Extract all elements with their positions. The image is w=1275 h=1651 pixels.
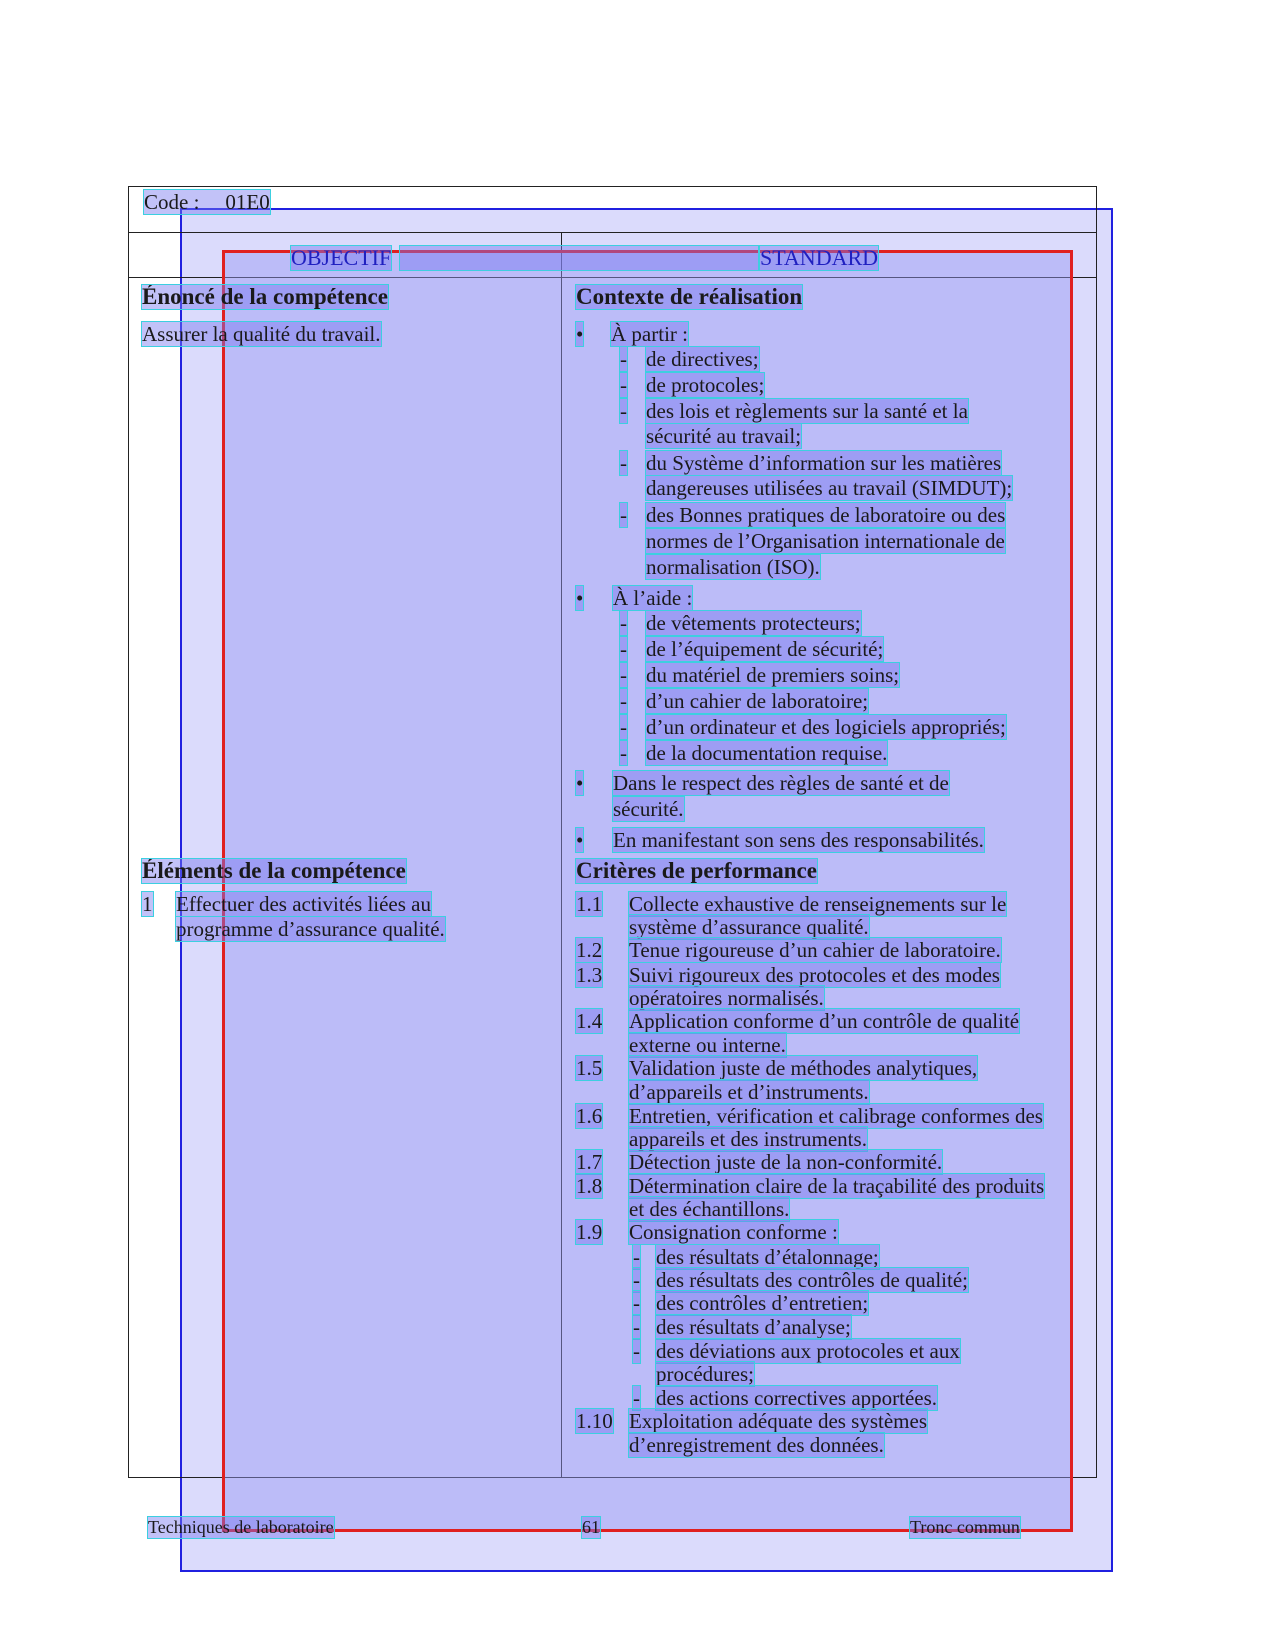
- crit-line: Application conforme d’un contrôle de qualité: [629, 1009, 1020, 1033]
- crit-line-cont: d’appareils et d’instruments.: [629, 1080, 869, 1104]
- dash: -: [620, 347, 627, 371]
- dash: -: [633, 1386, 640, 1410]
- ctx-item: d’un ordinateur et des logiciels appropriés;: [646, 715, 1006, 739]
- ctx-item: du Système d’information sur les matières: [646, 451, 1002, 475]
- enonce-title: Énoncé de la compétence: [142, 284, 388, 309]
- criteres-title: Critères de performance: [576, 858, 817, 883]
- element-num: 1: [142, 892, 153, 916]
- footer-right: Tronc commun: [910, 1517, 1020, 1537]
- dash: -: [620, 451, 627, 475]
- consig-item: des résultats d’analyse;: [656, 1315, 851, 1339]
- crit-line: Entretien, vérification et calibrage conformes des: [629, 1104, 1043, 1128]
- ctx-item: de l’équipement de sécurité;: [646, 637, 884, 661]
- bullet-responsabilites: •: [576, 828, 584, 852]
- crit-num: 1.10: [576, 1409, 613, 1433]
- crit-line-cont: externe ou interne.: [629, 1033, 786, 1057]
- crit-num: 1.7: [576, 1150, 603, 1174]
- divider-header-top: [128, 232, 1097, 233]
- crit-line-cont: système d’assurance qualité.: [629, 915, 869, 939]
- extra-respect: Dans le respect des règles de santé et de: [613, 771, 949, 795]
- crit-num: 1.5: [576, 1056, 603, 1080]
- bullet-a-partir: •: [576, 322, 584, 346]
- dash: -: [620, 399, 627, 423]
- ctx-item: de vêtements protecteurs;: [646, 611, 861, 635]
- ctx-item: du matériel de premiers soins;: [646, 663, 900, 687]
- code-label: Code : 01E0: [144, 190, 270, 214]
- crit-num: 1.9: [576, 1220, 603, 1244]
- bullet-a-laide: •: [576, 586, 584, 610]
- consig-item: des résultats des contrôles de qualité;: [656, 1268, 968, 1292]
- crit-line: Suivi rigoureux des protocoles et des modes: [629, 963, 1000, 987]
- contexte-title: Contexte de réalisation: [576, 284, 803, 309]
- code-value: 01E0: [225, 190, 270, 214]
- dash: -: [620, 503, 627, 527]
- dash: -: [633, 1268, 640, 1292]
- element-line-2: programme d’assurance qualité.: [176, 917, 445, 941]
- crit-num: 1.1: [576, 892, 603, 916]
- ctx-item-cont: dangereuses utilisées au travail (SIMDUT);: [646, 476, 1013, 500]
- dash: -: [633, 1315, 640, 1339]
- lead-a-laide: À l’aide :: [613, 586, 693, 610]
- crit-line-cont: opératoires normalisés.: [629, 986, 824, 1010]
- ctx-item-cont: normalisation (ISO).: [646, 555, 820, 579]
- dash: -: [633, 1291, 640, 1315]
- consig-item: des résultats d’étalonnage;: [656, 1245, 879, 1269]
- crit-line: Validation juste de méthodes analytiques,: [629, 1056, 978, 1080]
- footer-left: Techniques de laboratoire: [148, 1517, 334, 1537]
- dash: -: [620, 715, 627, 739]
- header-standard: STANDARD: [760, 245, 879, 270]
- crit-line-cont: d’enregistrement des données.: [629, 1433, 884, 1457]
- dash: -: [633, 1245, 640, 1269]
- crit-line-cont: appareils et des instruments.: [629, 1127, 867, 1151]
- dash: -: [620, 663, 627, 687]
- ctx-item-cont: sécurité au travail;: [646, 424, 802, 448]
- dash: -: [633, 1339, 640, 1363]
- consig-item: des déviations aux protocoles et aux: [656, 1339, 960, 1363]
- dash: -: [620, 611, 627, 635]
- header-band: [400, 246, 758, 270]
- crit-num: 1.8: [576, 1174, 603, 1198]
- crit-num: 1.4: [576, 1009, 603, 1033]
- extra-respect-cont: sécurité.: [613, 797, 684, 821]
- ctx-item: d’un cahier de laboratoire;: [646, 689, 869, 713]
- ctx-item: de protocoles;: [646, 373, 765, 397]
- dash: -: [620, 373, 627, 397]
- ctx-item: de la documentation requise.: [646, 741, 888, 765]
- crit-line: Détermination claire de la traçabilité des produits: [629, 1174, 1045, 1198]
- footer-page-number: 61: [582, 1517, 600, 1537]
- consig-item: des contrôles d’entretien;: [656, 1291, 869, 1315]
- lead-a-partir: À partir :: [611, 322, 688, 346]
- ctx-item: des Bonnes pratiques de laboratoire ou des: [646, 503, 1006, 527]
- ctx-item: de directives;: [646, 347, 759, 371]
- ctx-item: des lois et règlements sur la santé et la: [646, 399, 968, 423]
- bullet-respect: •: [576, 771, 584, 795]
- crit-num: 1.3: [576, 963, 603, 987]
- dash: -: [620, 637, 627, 661]
- crit-line: Collecte exhaustive de renseignements sur le: [629, 892, 1007, 916]
- crit-num: 1.6: [576, 1104, 603, 1128]
- dash: -: [620, 689, 627, 713]
- crit-num: 1.2: [576, 938, 603, 962]
- enonce-text: Assurer la qualité du travail.: [142, 322, 381, 346]
- crit-line-cont: et des échantillons.: [629, 1197, 790, 1221]
- crit-line: Exploitation adéquate des systèmes: [629, 1409, 928, 1433]
- consig-item: des actions correctives apportées.: [656, 1386, 938, 1410]
- extra-responsabilites: En manifestant son sens des responsabilités.: [613, 828, 984, 852]
- elements-title: Éléments de la compétence: [142, 858, 406, 883]
- dash: -: [620, 741, 627, 765]
- consig-item-cont: procédures;: [656, 1362, 754, 1386]
- ctx-item-cont: normes de l’Organisation internationale de: [646, 529, 1005, 553]
- crit-line: Détection juste de la non-conformité.: [629, 1150, 943, 1174]
- crit-line: Tenue rigoureuse d’un cahier de laboratoire.: [629, 938, 1001, 962]
- crit-line: Consignation conforme :: [629, 1220, 838, 1244]
- element-line-1: Effectuer des activités liées au: [176, 892, 431, 916]
- header-objectif: OBJECTIF: [291, 245, 392, 270]
